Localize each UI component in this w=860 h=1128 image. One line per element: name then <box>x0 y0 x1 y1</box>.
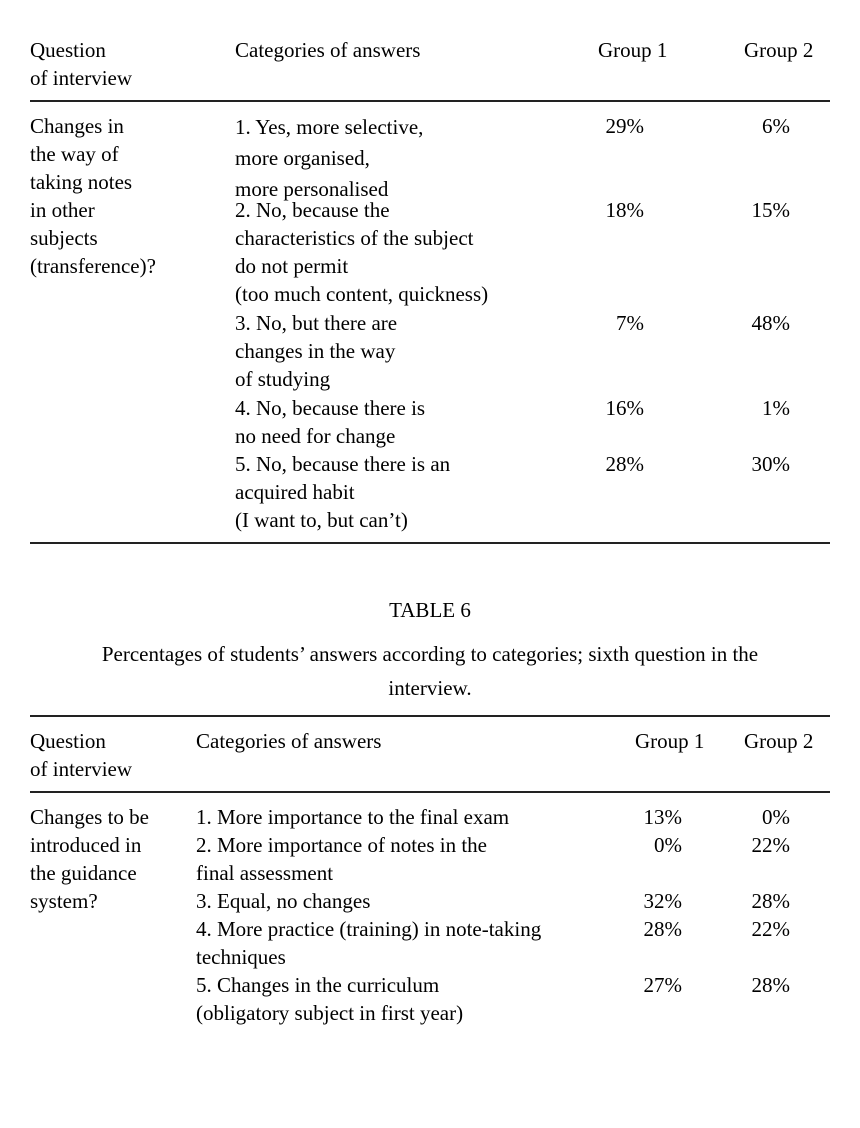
t5-header-categories: Categories of answers <box>235 38 421 62</box>
t6-header-question: Question of interview <box>30 729 133 781</box>
t6-row1-answer: 1. More importance to the final exam <box>196 805 510 829</box>
t5-row5-group1: 28% <box>605 452 644 476</box>
t5-row3-answer: 3. No, but there are changes in the way of studying <box>235 311 398 391</box>
t5-row1-answer: 1. Yes, more selective, more organised, more personalised <box>235 115 424 201</box>
t5-row1-group2: 6% <box>762 114 790 138</box>
t6-row4-answer: 4. More practice (training) in note-taking techniques <box>196 917 542 969</box>
t6-header-group1: Group 1 <box>635 729 705 753</box>
t5-header-rule <box>30 100 830 102</box>
t6-row4-group1: 28% <box>643 917 682 941</box>
t6-row1-group1: 13% <box>643 805 682 829</box>
t6-header-categories: Categories of answers <box>196 729 382 753</box>
t6-row1-group2: 0% <box>762 805 790 829</box>
t5-header-question: Question of interview <box>30 38 133 90</box>
t6-header-rule <box>30 791 830 793</box>
t6-row5-group1: 27% <box>643 973 682 997</box>
t6-row5-answer: 5. Changes in the curriculum (obligatory subject in first year) <box>196 973 464 1025</box>
t5-row3-group2: 48% <box>751 311 790 335</box>
t6-header-group2: Group 2 <box>744 729 814 753</box>
t6-row2-group1: 0% <box>654 833 682 857</box>
t5-row2-answer: 2. No, because the characteristics of the subject do not permit (too much content, quickness) <box>235 198 489 306</box>
table6-caption: Percentages of students’ answers according to categories; sixth question in the interview. <box>101 642 759 700</box>
t5-row5-group2: 30% <box>751 452 790 476</box>
t5-row5-answer: 5. No, because there is an acquired habit (I want to, but can’t) <box>235 452 451 532</box>
t6-row3-answer: 3. Equal, no changes <box>196 889 371 913</box>
t5-row2-group1: 18% <box>605 198 644 222</box>
t5-header-group1: Group 1 <box>598 38 668 62</box>
t6-top-rule <box>30 715 830 717</box>
t5-row1-group1: 29% <box>605 114 644 138</box>
t6-row5-group2: 28% <box>751 973 790 997</box>
t5-bottom-rule <box>30 542 830 544</box>
t5-row4-group2: 1% <box>762 396 790 420</box>
t6-question: Changes to be introduced in the guidance system? <box>30 805 149 913</box>
t5-header-group2: Group 2 <box>744 38 814 62</box>
t6-row2-group2: 22% <box>751 833 790 857</box>
t6-row3-group2: 28% <box>751 889 790 913</box>
t6-row2-answer: 2. More importance of notes in the final assessment <box>196 833 488 885</box>
t6-row4-group2: 22% <box>751 917 790 941</box>
t5-row4-group1: 16% <box>605 396 644 420</box>
t5-row3-group1: 7% <box>616 311 644 335</box>
t5-row4-answer: 4. No, because there is no need for change <box>235 396 426 448</box>
t6-row3-group1: 32% <box>643 889 682 913</box>
table6-label: TABLE 6 <box>389 598 471 622</box>
t5-row2-group2: 15% <box>751 198 790 222</box>
t5-question: Changes in the way of taking notes in other subjects (transference)? <box>30 114 156 278</box>
